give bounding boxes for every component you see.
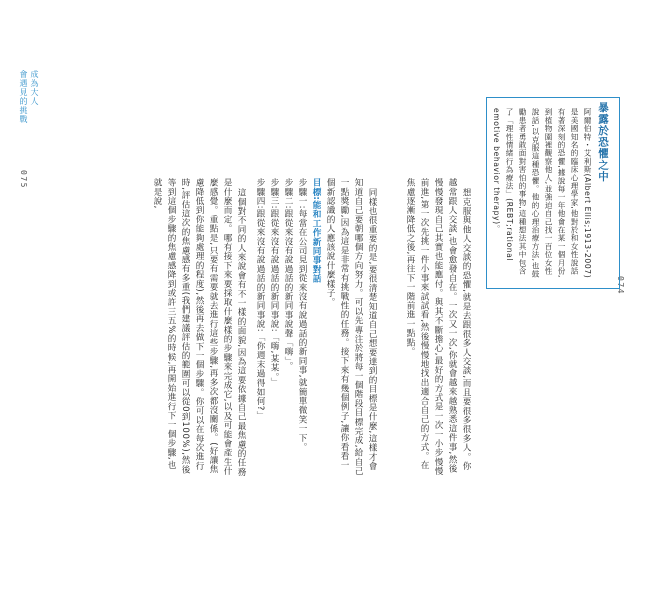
body-paragraph: 想克服與他人交談的恐懼,就是去跟很多人交談,而且要很多很多人。你越常跟人交談,也會愈發自在。一次又一次,你就會越來越熟悉這件事,然後慢慢發現自己其實也能應付。與其不斷擔心,最好的方式是一次一小步慢慢前進,第一次先挑一件小事來試試看,然後慢慢地找出適合自己的方式。在焦慮逐漸降低之後,再往下一階前進一點點。	[405, 178, 471, 476]
page-number-left: 075	[19, 170, 28, 189]
step-item: 步驟一:每當在公司見到從來沒有說過話的新同事,就簡單微笑一下。	[297, 178, 307, 452]
body-column-right	[385, 178, 473, 478]
step-item: 步驟三:跟從來沒有說過話的新同事說:「嗨,某某。」	[269, 178, 279, 387]
step-item: 步驟四:跟從來沒有說過話的新同事說:「你週末過得如何?」	[255, 178, 265, 421]
body-column-middle	[255, 178, 379, 478]
step-item: 步驟二:跟從來沒有說過話的新同事說聲「嗨」。	[283, 178, 293, 371]
running-head-line: 會遇見的挑戰	[19, 70, 28, 124]
sidebar-box-text	[490, 108, 594, 282]
sidebar-box-title: 暴露於恐懼之中	[597, 102, 609, 183]
body-paragraph: 這個對不同的人來說會有不一樣的面貌,因為這要依據自己最焦慮的任務是什麼而定。哪有接下來要採取什麼樣的步驟來完成它,以及可能會產生什麼感覺。重點是,只要有需要就去進行這些步驟,再多次都沒關係。(好讓焦慮降低到你能夠處理的程度),然後再去做下一個步驟。你可以在每次進行時,評估這次的焦慮感有多重(我們建議評估的範圍可以從0到100%),然後等到這個步驟的焦慮感降到或許三五%的時候,再開始進行下一個步驟,也就是說,	[152, 178, 246, 477]
body-column-left	[88, 178, 248, 478]
section-heading: 目標:能和工作新同事對話	[311, 178, 321, 284]
body-paragraph: 同樣也很重要的是,要很清楚知道自己想要達到的目標是什麼,這樣才會知道自己要朝哪個方向努力。可以先專注於將每一個階段目標完成,給自己一點獎勵,因為這是非常有挑戰性的任務。接下來有幾個例子,讓你看看一個新認識的人應該說什麼樣子。	[325, 178, 377, 476]
running-head-line: 成為大人	[30, 70, 39, 106]
page-number-right: 074	[616, 276, 625, 295]
sidebar-box-paragraph: 阿爾伯特・艾利斯(Albert Ellis;1913-2007)是美國知名的臨床心理學家,他對於和女性說話有著深刻的恐懼,據說每一年他會在某一個月份,到植物園裡觀察他人,並強迫自己找一百位女性說話,以克服這種恐懼。他的心理治療方法,也鼓勵患者勇敢面對害怕的事物,這種想法其中包含了「理性情緒行為療法」(REBT;rational emotive behavior therapy)。	[492, 108, 592, 279]
